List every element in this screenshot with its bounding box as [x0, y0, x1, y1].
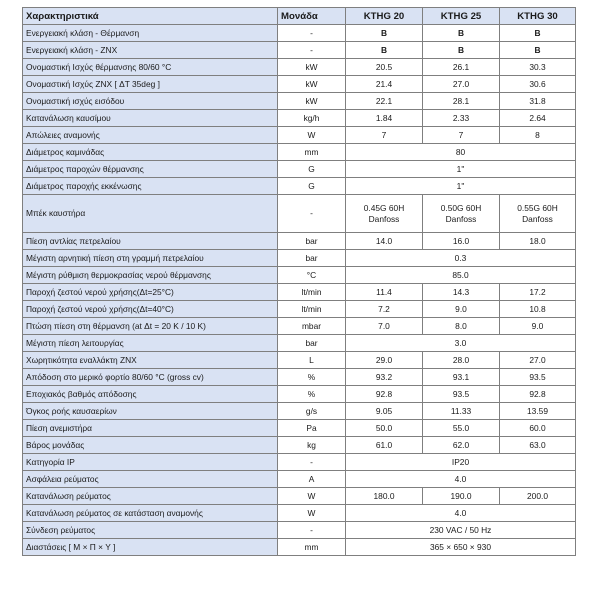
- row-unit: bar: [278, 250, 346, 267]
- row-value-all-models: 3.0: [346, 335, 576, 352]
- table-row: [23, 403, 576, 420]
- table-row: [23, 335, 576, 352]
- row-label: Μέγιστη ρύθμιση θερμοκρασίας νερού θέρμανσης: [23, 267, 278, 284]
- row-label: Βάρος μονάδας: [23, 437, 278, 454]
- row-value-kthg25: 27.0: [423, 76, 500, 93]
- row-value-kthg30: 30.6: [500, 76, 576, 93]
- row-unit: G: [278, 161, 346, 178]
- row-label: Ασφάλεια ρεύματος: [23, 471, 278, 488]
- row-unit: bar: [278, 233, 346, 250]
- row-value-kthg30: B: [500, 25, 576, 42]
- table-row: [23, 59, 576, 76]
- row-label: Πίεση ανεμιστήρα: [23, 420, 278, 437]
- row-value-kthg25: 55.0: [423, 420, 500, 437]
- row-value-all-models: 80: [346, 144, 576, 161]
- row-label: Κατανάλωση ρεύματος: [23, 488, 278, 505]
- row-value-kthg30: 18.0: [500, 233, 576, 250]
- spec-table: [22, 7, 576, 556]
- row-unit: W: [278, 505, 346, 522]
- row-unit: kW: [278, 59, 346, 76]
- row-value-kthg30: 200.0: [500, 488, 576, 505]
- row-value-kthg30: 2.64: [500, 110, 576, 127]
- table-row: [23, 471, 576, 488]
- header-model-kthg30: KTHG 30: [500, 8, 576, 25]
- row-value-all-models: 85.0: [346, 267, 576, 284]
- row-value-kthg25: 14.3: [423, 284, 500, 301]
- row-label: Όγκος ροής καυσαερίων: [23, 403, 278, 420]
- row-value-kthg30: 10.8: [500, 301, 576, 318]
- table-row: [23, 250, 576, 267]
- row-value-kthg25: 16.0: [423, 233, 500, 250]
- row-value-kthg30: 93.5: [500, 369, 576, 386]
- row-label: Εποχιακός βαθμός απόδοσης: [23, 386, 278, 403]
- row-unit: °C: [278, 267, 346, 284]
- row-unit: kW: [278, 76, 346, 93]
- row-label: Ενεργειακή κλάση - ZNX: [23, 42, 278, 59]
- table-row: [23, 539, 576, 556]
- table-row: [23, 369, 576, 386]
- row-value-kthg25: 0.50G 60H Danfoss: [423, 195, 500, 233]
- row-unit: g/s: [278, 403, 346, 420]
- row-unit: lt/min: [278, 284, 346, 301]
- row-label: Κατανάλωση ρεύματος σε κατάσταση αναμονής: [23, 505, 278, 522]
- table-row: [23, 93, 576, 110]
- row-value-kthg25: 11.33: [423, 403, 500, 420]
- row-value-kthg25: 62.0: [423, 437, 500, 454]
- row-value-kthg20: B: [346, 25, 423, 42]
- row-value-kthg30: 17.2: [500, 284, 576, 301]
- row-value-all-models: 0.3: [346, 250, 576, 267]
- row-unit: kg/h: [278, 110, 346, 127]
- row-value-all-models: 1": [346, 161, 576, 178]
- row-value-kthg25: B: [423, 25, 500, 42]
- row-value-kthg20: 20.5: [346, 59, 423, 76]
- row-value-kthg30: 31.8: [500, 93, 576, 110]
- table-row: [23, 110, 576, 127]
- row-value-kthg30: 0.55G 60H Danfoss: [500, 195, 576, 233]
- row-value-kthg20: 61.0: [346, 437, 423, 454]
- row-label: Διάμετρος παροχών θέρμανσης: [23, 161, 278, 178]
- row-value-kthg25: 190.0: [423, 488, 500, 505]
- row-label: Διαστάσεις [ Μ × Π × Υ ]: [23, 539, 278, 556]
- row-unit: L: [278, 352, 346, 369]
- table-row: [23, 76, 576, 93]
- row-value-kthg20: 11.4: [346, 284, 423, 301]
- row-value-kthg20: 7: [346, 127, 423, 144]
- row-value-kthg20: B: [346, 42, 423, 59]
- spec-body: [23, 25, 576, 556]
- row-value-kthg20: 180.0: [346, 488, 423, 505]
- row-label: Πτώση πίεση στη θέρμανση (at Δt = 20 K / 10 K): [23, 318, 278, 335]
- row-value-all-models: 4.0: [346, 505, 576, 522]
- table-row: [23, 318, 576, 335]
- row-unit: kg: [278, 437, 346, 454]
- header-model-kthg25: KTHG 25: [423, 8, 500, 25]
- row-unit: kW: [278, 93, 346, 110]
- table-row: [23, 386, 576, 403]
- table-row: [23, 488, 576, 505]
- table-row: [23, 284, 576, 301]
- row-unit: W: [278, 488, 346, 505]
- row-unit: -: [278, 522, 346, 539]
- row-value-kthg25: 93.1: [423, 369, 500, 386]
- row-value-kthg25: 2.33: [423, 110, 500, 127]
- row-unit: %: [278, 369, 346, 386]
- row-value-kthg20: 93.2: [346, 369, 423, 386]
- row-value-kthg30: B: [500, 42, 576, 59]
- row-unit: bar: [278, 335, 346, 352]
- row-value-kthg20: 1.84: [346, 110, 423, 127]
- table-row: [23, 437, 576, 454]
- row-label: Κατανάλωση καυσίμου: [23, 110, 278, 127]
- row-unit: -: [278, 42, 346, 59]
- row-unit: %: [278, 386, 346, 403]
- table-row: [23, 161, 576, 178]
- row-value-all-models: 230 VAC / 50 Hz: [346, 522, 576, 539]
- row-label: Διάμετρος παροχής εκκένωσης: [23, 178, 278, 195]
- table-row: [23, 42, 576, 59]
- row-value-kthg30: 27.0: [500, 352, 576, 369]
- row-value-kthg20: 22.1: [346, 93, 423, 110]
- row-value-all-models: 1": [346, 178, 576, 195]
- row-unit: mm: [278, 539, 346, 556]
- row-value-kthg30: 9.0: [500, 318, 576, 335]
- row-value-kthg25: 28.0: [423, 352, 500, 369]
- row-value-kthg25: 93.5: [423, 386, 500, 403]
- row-value-kthg30: 30.3: [500, 59, 576, 76]
- row-value-kthg20: 0.45G 60H Danfoss: [346, 195, 423, 233]
- spec-sheet: [22, 7, 575, 556]
- row-value-all-models: 365 × 650 × 930: [346, 539, 576, 556]
- header-feature: Χαρακτηριστικά: [23, 8, 278, 25]
- table-row: [23, 233, 576, 250]
- table-row: [23, 144, 576, 161]
- row-label: Πίεση αντλίας πετρελαίου: [23, 233, 278, 250]
- table-row: [23, 505, 576, 522]
- row-value-kthg25: 26.1: [423, 59, 500, 76]
- table-row: [23, 127, 576, 144]
- row-unit: -: [278, 25, 346, 42]
- table-row: [23, 267, 576, 284]
- row-unit: mm: [278, 144, 346, 161]
- row-value-kthg20: 92.8: [346, 386, 423, 403]
- row-value-kthg20: 7.2: [346, 301, 423, 318]
- table-row: [23, 178, 576, 195]
- row-label: Κατηγορία IP: [23, 454, 278, 471]
- row-label: Ενεργειακή κλάση - Θέρμανση: [23, 25, 278, 42]
- row-value-kthg30: 8: [500, 127, 576, 144]
- row-value-kthg20: 21.4: [346, 76, 423, 93]
- row-value-kthg30: 60.0: [500, 420, 576, 437]
- table-row: [23, 195, 576, 233]
- row-unit: lt/min: [278, 301, 346, 318]
- row-value-kthg25: B: [423, 42, 500, 59]
- row-unit: -: [278, 454, 346, 471]
- row-label: Σύνδεση ρεύματος: [23, 522, 278, 539]
- row-label: Χωρητικότητα εναλλάκτη ZNX: [23, 352, 278, 369]
- row-value-kthg20: 9.05: [346, 403, 423, 420]
- row-value-kthg30: 13.59: [500, 403, 576, 420]
- row-label: Μπέκ καυστήρα: [23, 195, 278, 233]
- row-unit: G: [278, 178, 346, 195]
- table-row: [23, 522, 576, 539]
- row-value-kthg20: 14.0: [346, 233, 423, 250]
- row-label: Παροχή ζεστού νερού χρήσης(Δt=40°C): [23, 301, 278, 318]
- row-label: Διάμετρος καμινάδας: [23, 144, 278, 161]
- row-label: Ονομαστική Ισχύς ZNX [ ΔT 35deg ]: [23, 76, 278, 93]
- table-row: [23, 454, 576, 471]
- row-value-kthg20: 29.0: [346, 352, 423, 369]
- row-value-kthg25: 8.0: [423, 318, 500, 335]
- row-unit: A: [278, 471, 346, 488]
- row-label: Απώλειες αναμονής: [23, 127, 278, 144]
- row-label: Παροχή ζεστού νερού χρήσης(Δt=25°C): [23, 284, 278, 301]
- header-unit: Μονάδα: [278, 8, 346, 25]
- row-value-all-models: IP20: [346, 454, 576, 471]
- table-row: [23, 352, 576, 369]
- row-value-kthg30: 63.0: [500, 437, 576, 454]
- row-label: Ονομαστική ισχύς εισόδου: [23, 93, 278, 110]
- table-row: [23, 25, 576, 42]
- row-value-kthg30: 92.8: [500, 386, 576, 403]
- row-value-kthg20: 7.0: [346, 318, 423, 335]
- header-row: [23, 8, 576, 25]
- row-value-kthg25: 7: [423, 127, 500, 144]
- row-value-kthg25: 9.0: [423, 301, 500, 318]
- row-value-all-models: 4.0: [346, 471, 576, 488]
- row-label: Ονομαστική Ισχύς θέρμανσης 80/60 °C: [23, 59, 278, 76]
- row-value-kthg25: 28.1: [423, 93, 500, 110]
- table-row: [23, 301, 576, 318]
- row-unit: mbar: [278, 318, 346, 335]
- table-row: [23, 420, 576, 437]
- header-model-kthg20: KTHG 20: [346, 8, 423, 25]
- row-unit: -: [278, 195, 346, 233]
- row-unit: Pa: [278, 420, 346, 437]
- row-label: Μέγιστη πίεση λειτουργίας: [23, 335, 278, 352]
- row-label: Απόδοση στο μερικό φορτίο 80/60 °C (gross cv): [23, 369, 278, 386]
- row-label: Μέγιστη αρνητική πίεση στη γραμμή πετρελαίου: [23, 250, 278, 267]
- row-value-kthg20: 50.0: [346, 420, 423, 437]
- row-unit: W: [278, 127, 346, 144]
